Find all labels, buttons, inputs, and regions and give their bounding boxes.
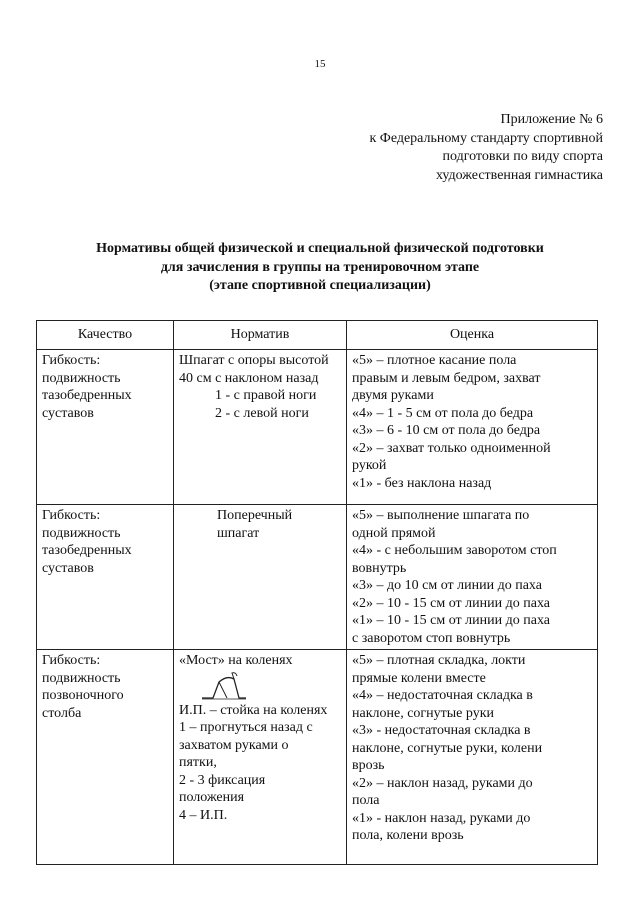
grade-line: врозь [352, 758, 385, 773]
grade-line: «3» – до 10 см от линии до паха [352, 578, 542, 593]
document-title [0, 240, 640, 296]
norm-line: Поперечный [217, 508, 293, 523]
quality-line: тазобедренных [42, 388, 132, 403]
norm-line: И.П. – стойка на коленях [179, 702, 328, 718]
quality-cell [37, 505, 174, 650]
appendix-line: подготовки по виду спорта [442, 149, 603, 164]
quality-line: подвижность [42, 525, 121, 541]
quality-line: позвоночного [42, 688, 124, 703]
norm-line: пятки, [179, 755, 217, 770]
grade-line: «3» – 6 - 10 см от пола до бедра [352, 423, 541, 438]
grade-line: «3» - недостаточная складка в [352, 723, 531, 738]
grade-line: «4» - с небольшим заворотом стоп [352, 543, 557, 558]
quality-cell [37, 650, 174, 865]
grade-line: «5» – выполнение шпагата по [352, 508, 530, 523]
norm-line: 2 - 3 фиксация [179, 772, 266, 788]
grade-line: пола [352, 793, 380, 808]
norm-line: положения [179, 790, 245, 805]
grade-line: «4» – недостаточная складка в [352, 688, 533, 703]
norm-line: 40 см с наклоном назад [179, 370, 319, 386]
quality-line: подвижность [42, 370, 121, 386]
norm-line: Шпагат с опоры высотой [179, 353, 329, 368]
grade-line: рукой [352, 458, 387, 473]
table-row [37, 650, 598, 865]
norm-line: 2 - с левой ноги [215, 405, 309, 421]
norm-line: захватом руками о [179, 737, 289, 753]
appendix-line: Приложение № 6 [500, 112, 603, 127]
norm-line: шпагат [217, 525, 260, 541]
quality-line: Гибкость: [42, 653, 101, 668]
grade-line: «1» - наклон назад, руками до [352, 810, 531, 826]
page-number: 15 [314, 58, 326, 70]
grade-line: «2» – 10 - 15 см от линии до паха [352, 595, 550, 611]
norm-line: 1 - с правой ноги [215, 388, 317, 403]
header-norm: Норматив [174, 321, 347, 350]
grade-line: правым и левым бедром, захват [352, 370, 541, 386]
grade-line: наклоне, согнутые руки [352, 705, 494, 721]
grade-cell [347, 505, 598, 650]
quality-line: Гибкость: [42, 353, 101, 368]
title-line: (этапе спортивной специализации) [209, 278, 431, 293]
norms-table [36, 320, 598, 865]
table-header-row [37, 321, 598, 350]
title-line: для зачисления в группы на тренировочном этапе [160, 259, 480, 275]
bridge-pose-figure [179, 670, 341, 702]
table-row [37, 350, 598, 505]
grade-line: «2» – захват только одноименной [352, 440, 551, 456]
appendix-line: художественная гимнастика [435, 167, 603, 183]
quality-line: суставов [42, 405, 94, 421]
grade-line: «5» – плотное касание пола [352, 353, 517, 368]
grade-line: пола, колени врозь [352, 828, 464, 843]
quality-line: подвижность [42, 670, 121, 686]
grade-line: вовнутрь [352, 560, 407, 576]
grade-cell [347, 350, 598, 505]
quality-line: столба [42, 705, 82, 721]
grade-line: одной прямой [352, 525, 436, 541]
grade-line: прямые колени вместе [352, 670, 486, 686]
grade-line: двумя руками [352, 388, 434, 403]
appendix-line: к Федеральному стандарту спортивной [369, 130, 603, 146]
quality-line: суставов [42, 560, 94, 576]
quality-line: тазобедренных [42, 543, 132, 558]
grade-line: «5» – плотная складка, локти [352, 653, 526, 668]
quality-cell [37, 350, 174, 505]
norm-line: 1 – прогнуться назад с [179, 720, 313, 735]
norm-line: «Мост» на коленях [179, 653, 293, 668]
norm-cell [174, 350, 347, 505]
table-row [37, 505, 598, 650]
header-grade: Оценка [347, 321, 598, 350]
appendix-header [369, 111, 603, 185]
grade-cell [347, 650, 598, 865]
header-quality: Качество [37, 321, 174, 350]
grade-line: «4» – 1 - 5 см от пола до бедра [352, 405, 534, 421]
quality-line: Гибкость: [42, 508, 101, 523]
norm-cell [174, 505, 347, 650]
title-line: Нормативы общей физической и специальной физической подготовки [96, 241, 544, 256]
grade-line: наклоне, согнутые руки, колени [352, 740, 543, 756]
grade-line: «1» - без наклона назад [352, 475, 492, 491]
grade-line: «2» – наклон назад, руками до [352, 775, 533, 791]
grade-line: «1» – 10 - 15 см от линии до паха [352, 613, 550, 628]
norm-line: 4 – И.П. [179, 807, 228, 823]
grade-line: с заворотом стоп вовнутрь [352, 630, 511, 646]
norm-cell [174, 650, 347, 865]
